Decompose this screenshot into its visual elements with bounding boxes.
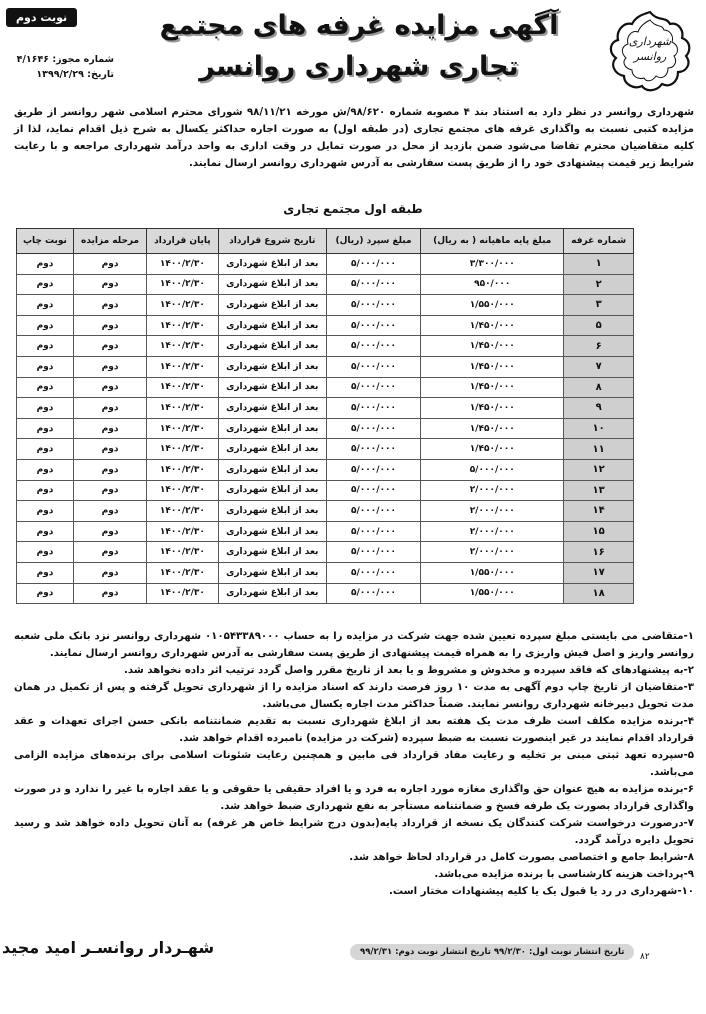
- table-cell: ۱/۴۵۰/۰۰۰: [421, 315, 564, 336]
- table-cell: بعد از ابلاغ شهرداری: [218, 274, 326, 295]
- table-cell: دوم: [17, 398, 74, 419]
- table-cell: بعد از ابلاغ شهرداری: [218, 377, 326, 398]
- table-row: [17, 315, 634, 336]
- table-cell: ۱۱: [564, 439, 634, 460]
- table-cell: ۹: [564, 398, 634, 419]
- table-cell: بعد از ابلاغ شهرداری: [218, 295, 326, 316]
- table-cell: ۵/۰۰۰/۰۰۰: [326, 480, 420, 501]
- ad-title-line1: آگهی مزایده غرفه های مجتمع: [159, 10, 559, 41]
- table-cell: ۹۵۰/۰۰۰: [421, 274, 564, 295]
- table-cell: دوم: [73, 254, 146, 275]
- table-row: [17, 521, 634, 542]
- table-cell: ۱/۴۵۰/۰۰۰: [421, 439, 564, 460]
- table-cell: ۵/۰۰۰/۰۰۰: [326, 398, 420, 419]
- permit-info: [6, 52, 114, 82]
- table-cell: ۱/۴۵۰/۰۰۰: [421, 356, 564, 377]
- table-cell: ۱۴۰۰/۲/۳۰: [147, 274, 218, 295]
- table-cell: ۳/۳۰۰/۰۰۰: [421, 254, 564, 275]
- table-cell: ۱۸: [564, 583, 634, 604]
- table-cell: ۱۵: [564, 521, 634, 542]
- condition-item: ۴-برنده مزایده مکلف است ظرف مدت یک هفته بعد از ابلاغ شهرداری نسبت به تقدیم ضمانتنامه بانکی حسن اجرای تعهدات و عقد قرارداد اقدام نمایند در غیر اینصورت نسبت به ضبط سپرده (شرکت در مزایده) نامبرده اقدام خواهد شد.: [14, 716, 694, 744]
- table-cell: ۵/۰۰۰/۰۰۰: [326, 295, 420, 316]
- table-cell: ۱۴: [564, 501, 634, 522]
- table-cell: دوم: [73, 274, 146, 295]
- table-cell: بعد از ابلاغ شهرداری: [218, 459, 326, 480]
- table-header-row: [17, 229, 634, 254]
- table-cell: بعد از ابلاغ شهرداری: [218, 562, 326, 583]
- condition-item: ۳-متقاضیان از تاریخ چاپ دوم آگهی به مدت ۱۰ روز فرصت دارند که اسناد مزایده را از شهرداری تحویل گرفته و پس از تکمیل در همان مدت تحویل دبیرخانه شهرداری روانسر نمایند. ضمناً حداکثر مدت اجاره یکسال می‌باشد.: [14, 682, 694, 710]
- table-cell: دوم: [17, 439, 74, 460]
- table-cell: ۱۴۰۰/۲/۳۰: [147, 398, 218, 419]
- table-cell: ۵/۰۰۰/۰۰۰: [326, 274, 420, 295]
- col-header-print-round: نوبت چاپ: [17, 229, 74, 254]
- table-cell: ۸: [564, 377, 634, 398]
- col-header-base-price: مبلغ پایه ماهیانه ( به ریال): [421, 229, 564, 254]
- condition-item: ۲-به پیشنهادهای که فاقد سپرده و مخدوش و مشروط و یا بعد از تاریخ مقرر واصل گردد ترتیب اثر داده نخواهد شد.: [124, 665, 694, 676]
- table-cell: ۱۴۰۰/۲/۳۰: [147, 356, 218, 377]
- table-cell: دوم: [17, 459, 74, 480]
- table-cell: بعد از ابلاغ شهرداری: [218, 583, 326, 604]
- table-cell: ۱/۵۵۰/۰۰۰: [421, 562, 564, 583]
- table-cell: ۵/۰۰۰/۰۰۰: [326, 356, 420, 377]
- table-cell: ۱۰: [564, 418, 634, 439]
- table-cell: ۵/۰۰۰/۰۰۰: [326, 542, 420, 563]
- table-cell: ۱/۵۵۰/۰۰۰: [421, 295, 564, 316]
- table-row: [17, 459, 634, 480]
- table-cell: بعد از ابلاغ شهرداری: [218, 315, 326, 336]
- print-round-badge: نوبت دوم: [6, 8, 77, 27]
- table-cell: ۱۴۰۰/۲/۳۰: [147, 562, 218, 583]
- table-cell: دوم: [17, 521, 74, 542]
- table-cell: دوم: [17, 356, 74, 377]
- table-cell: ۳: [564, 295, 634, 316]
- table-cell: ۲/۰۰۰/۰۰۰: [421, 521, 564, 542]
- table-cell: ۵/۰۰۰/۰۰۰: [326, 418, 420, 439]
- table-cell: دوم: [17, 501, 74, 522]
- table-cell: ۵/۰۰۰/۰۰۰: [326, 562, 420, 583]
- table-row: [17, 336, 634, 357]
- table-cell: دوم: [17, 274, 74, 295]
- logo-text-line2: روانسر: [633, 50, 667, 63]
- table-cell: دوم: [73, 418, 146, 439]
- booths-table: [16, 228, 634, 604]
- col-header-deposit: مبلغ سپرد (ریال): [326, 229, 420, 254]
- permit-number: شماره مجوز: ۴/۱۶۴۶: [16, 54, 114, 65]
- table-cell: بعد از ابلاغ شهرداری: [218, 418, 326, 439]
- table-cell: ۵/۰۰۰/۰۰۰: [326, 521, 420, 542]
- table-cell: ۱۳: [564, 480, 634, 501]
- table-cell: بعد از ابلاغ شهرداری: [218, 254, 326, 275]
- table-row: [17, 583, 634, 604]
- table-row: [17, 480, 634, 501]
- table-row: [17, 418, 634, 439]
- table-cell: ۱/۵۵۰/۰۰۰: [421, 583, 564, 604]
- col-header-end-date: پایان قرارداد: [147, 229, 218, 254]
- table-cell: ۱/۴۵۰/۰۰۰: [421, 377, 564, 398]
- table-title: طبقه اول مجتمع تجاری: [283, 202, 423, 216]
- conditions-list: [14, 628, 694, 900]
- table-cell: دوم: [73, 459, 146, 480]
- table-cell: ۱۷: [564, 562, 634, 583]
- table-cell: دوم: [73, 295, 146, 316]
- table-cell: بعد از ابلاغ شهرداری: [218, 501, 326, 522]
- table-cell: ۵/۰۰۰/۰۰۰: [326, 336, 420, 357]
- logo-text-line1: شهرداری: [628, 35, 672, 48]
- municipality-logo: [606, 8, 694, 96]
- table-row: [17, 562, 634, 583]
- table-cell: دوم: [17, 336, 74, 357]
- table-cell: دوم: [17, 542, 74, 563]
- table-cell: دوم: [73, 336, 146, 357]
- table-row: [17, 356, 634, 377]
- table-cell: ۱۴۰۰/۲/۳۰: [147, 459, 218, 480]
- table-body: [17, 254, 634, 604]
- condition-item: ۱۰-شهرداری در رد یا قبول یک یا کلیه پیشنهادات مختار است.: [388, 886, 694, 897]
- table-cell: ۱۴۰۰/۲/۳۰: [147, 418, 218, 439]
- table-cell: ۵: [564, 315, 634, 336]
- table-cell: ۱۴۰۰/۲/۳۰: [147, 336, 218, 357]
- table-cell: ۱۴۰۰/۲/۳۰: [147, 521, 218, 542]
- ad-title-line2: تجاری شهرداری روانسر: [199, 51, 519, 82]
- table-row: [17, 542, 634, 563]
- table-cell: دوم: [17, 295, 74, 316]
- table-cell: ۱: [564, 254, 634, 275]
- table-cell: ۵/۰۰۰/۰۰۰: [326, 501, 420, 522]
- table-cell: ۱۴۰۰/۲/۳۰: [147, 583, 218, 604]
- table-cell: ۱۴۰۰/۲/۳۰: [147, 501, 218, 522]
- table-cell: ۲: [564, 274, 634, 295]
- table-cell: بعد از ابلاغ شهرداری: [218, 398, 326, 419]
- table-cell: ۷: [564, 356, 634, 377]
- table-cell: بعد از ابلاغ شهرداری: [218, 521, 326, 542]
- table-cell: دوم: [17, 583, 74, 604]
- table-cell: ۱۴۰۰/۲/۳۰: [147, 254, 218, 275]
- condition-item: ۱-متقاضی می بایستی مبلغ سپرده تعیین شده جهت شرکت در مزایده را به حساب ۰۱۰۵۴۳۳۸۹۰۰۰ شهرداری روانسر نزد بانک ملی شعبه روانسر واریز و اصل فیش واریزی را به همراه قیمت پیشنهادی از طریق پست سفارشی به آدرس شهرداری روانسر ارسال نمایند.: [14, 631, 694, 659]
- table-row: [17, 439, 634, 460]
- table-cell: بعد از ابلاغ شهرداری: [218, 542, 326, 563]
- table-row: [17, 295, 634, 316]
- table-row: [17, 274, 634, 295]
- table-cell: ۱۶: [564, 542, 634, 563]
- table-cell: دوم: [73, 377, 146, 398]
- table-cell: ۱۲: [564, 459, 634, 480]
- table-cell: دوم: [17, 562, 74, 583]
- table-row: [17, 377, 634, 398]
- intro-paragraph: شهرداری روانسر در نظر دارد به استناد بند ۴ مصوبه شماره ۹۸/۶۲۰/ش مورخه ۹۸/۱۱/۲۱ شورای محترم اسلامی شهر روانسر از طریق مزایده کتبی نسبت به واگذاری غرفه های مجتمع تجاری (در طبقه اول) به صورت اجاره حداکثر یکسال به شرح ذیل اقدام نماید، لذا از کلیه متقاضیان محترم تقاضا می‌شود ضمن بازدید از محل در صورت تمایل در وقت اداری به واحد درآمد شهرداری مراجعه و با رعایت شرایط زیر قیمت پیشنهادی خود را از طریق پست سفارشی به آدرس شهرداری روانسر ارسال نمایند.: [14, 107, 695, 169]
- table-cell: ۲/۰۰۰/۰۰۰: [421, 501, 564, 522]
- table-cell: دوم: [73, 501, 146, 522]
- table-cell: دوم: [73, 521, 146, 542]
- table-cell: دوم: [17, 480, 74, 501]
- permit-date: تاریخ: ۱۳۹۹/۲/۲۹: [36, 69, 114, 80]
- table-cell: ۵/۰۰۰/۰۰۰: [326, 583, 420, 604]
- table-cell: دوم: [73, 398, 146, 419]
- table-cell: ۵/۰۰۰/۰۰۰: [326, 315, 420, 336]
- table-cell: دوم: [17, 315, 74, 336]
- table-cell: ۱۴۰۰/۲/۳۰: [147, 542, 218, 563]
- ad-title: [124, 6, 594, 88]
- table-cell: دوم: [73, 583, 146, 604]
- table-cell: ۱۴۰۰/۲/۳۰: [147, 480, 218, 501]
- table-cell: بعد از ابلاغ شهرداری: [218, 480, 326, 501]
- table-row: [17, 501, 634, 522]
- page-number: ۸۲: [640, 952, 650, 962]
- condition-item: ۶-برنده مزایده به هیچ عنوان حق واگذاری مغازه مورد اجاره به فرد و یا افراد حقیقی یا حقوقی و یا عقد اجاره با غیر را ندارد و در صورت واگذاری قرارداد بصورت یک طرفه فسخ و ضمانتنامه مستأجر به نفع شهرداری ضبط خواهد شد.: [14, 784, 694, 812]
- table-cell: ۵/۰۰۰/۰۰۰: [326, 439, 420, 460]
- table-cell: بعد از ابلاغ شهرداری: [218, 439, 326, 460]
- table-cell: دوم: [73, 542, 146, 563]
- table-cell: دوم: [73, 356, 146, 377]
- table-cell: بعد از ابلاغ شهرداری: [218, 356, 326, 377]
- condition-item: ۹-پرداخت هزینه کارشناسی با برنده مزایده می‌باشد.: [434, 869, 694, 880]
- col-header-booth-number: شماره غرفه: [564, 229, 634, 254]
- table-cell: ۵/۰۰۰/۰۰۰: [326, 377, 420, 398]
- col-header-auction-stage: مرحله مزایده: [73, 229, 146, 254]
- table-cell: دوم: [73, 439, 146, 460]
- table-cell: ۱/۴۵۰/۰۰۰: [421, 336, 564, 357]
- publish-dates: تاریخ انتشار نوبت اول: ۹۹/۲/۳۰ تاریخ انتشار نوبت دوم: ۹۹/۲/۳۱: [350, 944, 634, 960]
- table-cell: ۲/۰۰۰/۰۰۰: [421, 542, 564, 563]
- table-cell: دوم: [73, 562, 146, 583]
- table-cell: دوم: [73, 315, 146, 336]
- table-cell: بعد از ابلاغ شهرداری: [218, 336, 326, 357]
- table-row: [17, 254, 634, 275]
- table-cell: ۵/۰۰۰/۰۰۰: [421, 459, 564, 480]
- table-cell: ۵/۰۰۰/۰۰۰: [326, 254, 420, 275]
- table-cell: ۲/۰۰۰/۰۰۰: [421, 480, 564, 501]
- table-cell: ۱/۴۵۰/۰۰۰: [421, 398, 564, 419]
- table-cell: ۱۴۰۰/۲/۳۰: [147, 315, 218, 336]
- table-cell: دوم: [17, 254, 74, 275]
- table-cell: ۱۴۰۰/۲/۳۰: [147, 377, 218, 398]
- table-row: [17, 398, 634, 419]
- table-cell: دوم: [17, 377, 74, 398]
- condition-item: ۸-شرایط جامع و اختصاصی بصورت کامل در قرارداد لحاظ خواهد شد.: [349, 852, 694, 863]
- col-header-start-date: تاریخ شروع قرارداد: [218, 229, 326, 254]
- table-cell: دوم: [17, 418, 74, 439]
- table-cell: ۶: [564, 336, 634, 357]
- table-cell: ۵/۰۰۰/۰۰۰: [326, 459, 420, 480]
- mayor-signature: شهـردار روانسـر امید مجید: [2, 938, 215, 957]
- table-cell: ۱۴۰۰/۲/۳۰: [147, 439, 218, 460]
- table-cell: ۱/۴۵۰/۰۰۰: [421, 418, 564, 439]
- table-cell: ۱۴۰۰/۲/۳۰: [147, 295, 218, 316]
- table-cell: دوم: [73, 480, 146, 501]
- condition-item: ۵-سپرده تعهد ثبتی مبنی بر تخلیه و رعایت مفاد قرارداد فی مابین و همچنین رعایت شئونات اسلامی برای برنده‌های مزایده الزامی می‌باشد.: [14, 750, 694, 778]
- ad-header: [4, 4, 704, 100]
- condition-item: ۷-درصورت درخواست شرکت کنندگان یک نسخه از قرارداد پایه(بدون درج شرایط خاص هر غرفه) به آنان تحویل داده خواهد شد و رسید تحویل دایره درآمد گردد.: [14, 818, 694, 846]
